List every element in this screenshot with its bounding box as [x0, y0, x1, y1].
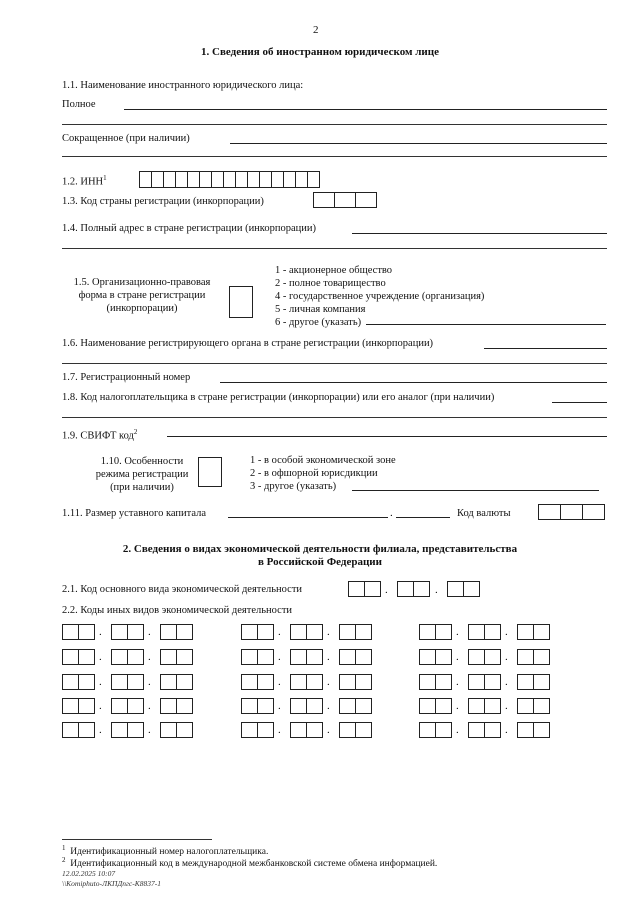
activity-code-pair[interactable] — [419, 649, 452, 665]
capital-fraction-field[interactable] — [396, 517, 450, 518]
activity-code-pair[interactable] — [517, 649, 550, 665]
legal-form-code-box[interactable] — [229, 286, 253, 318]
inn-cells[interactable] — [139, 171, 320, 188]
activity-code-pair[interactable] — [111, 698, 144, 714]
legal-form-other-field[interactable] — [366, 324, 606, 325]
activity-code-pair[interactable] — [339, 624, 372, 640]
page-number: 2 — [313, 24, 319, 36]
code-dot: . — [456, 651, 459, 663]
activity-code-pair[interactable] — [517, 674, 550, 690]
activity-code-pair[interactable] — [62, 722, 95, 738]
code-dot: . — [456, 676, 459, 688]
activity-code-pair[interactable] — [339, 649, 372, 665]
label-1-3: 1.3. Код страны регистрации (инкорпорации) — [62, 196, 264, 207]
legal-form-options: 1 - акционерное общество 2 - полное товарищество 4 - государственное учреждение (организация) 5 - личная компания 6 - другое (указать) — [275, 265, 485, 328]
activity-code-pair[interactable] — [468, 674, 501, 690]
code-dot: . — [278, 651, 281, 663]
activity-code-pair[interactable] — [111, 649, 144, 665]
code-dot: . — [278, 626, 281, 638]
activity-code-pair[interactable] — [517, 722, 550, 738]
currency-code-cells[interactable] — [538, 504, 605, 520]
footnote-2: $^2$ Идентификационный код в международной межбанковской системе обмена информацией. — [62, 856, 438, 870]
label-short-name: Сокращенное (при наличии) — [62, 133, 190, 144]
swift-code-field[interactable] — [167, 436, 607, 437]
activity-code-pair[interactable] — [241, 624, 274, 640]
code-dot: . — [327, 724, 330, 736]
label-1-8: 1.8. Код налогоплательщика в стране регистрации (инкорпорации) или его аналог (при наличии) — [62, 392, 495, 403]
code-dot: . — [99, 700, 102, 712]
code-dot: . — [505, 724, 508, 736]
main-activity-code-1[interactable] — [348, 581, 381, 597]
main-activity-code-2[interactable] — [397, 581, 430, 597]
regime-other-field[interactable] — [352, 490, 599, 491]
label-1-7: 1.7. Регистрационный номер — [62, 372, 191, 383]
label-1-10: 1.10. Особенности режима регистрации (при наличии) — [95, 456, 189, 493]
code-dot: . — [278, 700, 281, 712]
code-dot: . — [456, 700, 459, 712]
label-2-1: 2.1. Код основного вида экономической деятельности — [62, 584, 303, 595]
label-1-2: 1.2. ИНН$^1$ — [62, 174, 107, 188]
activity-code-pair[interactable] — [517, 624, 550, 640]
activity-code-pair[interactable] — [241, 649, 274, 665]
code-dot: . — [505, 700, 508, 712]
regime-code-box[interactable] — [198, 457, 222, 487]
activity-code-pair[interactable] — [160, 649, 193, 665]
activity-code-pair[interactable] — [339, 674, 372, 690]
code-dot: . — [327, 626, 330, 638]
code-dot: . — [99, 676, 102, 688]
print-path: \\Komiphuto-ЛКПДпгс-К8837-1 — [62, 879, 161, 888]
footnote-divider — [62, 839, 212, 840]
regime-options: 1 - в особой экономической зоне 2 - в офшорной юрисдикции 3 - другое (указать) — [250, 455, 396, 492]
code-dot: . — [505, 676, 508, 688]
code-dot: . — [278, 676, 281, 688]
activity-code-pair[interactable] — [419, 624, 452, 640]
activity-code-pair[interactable] — [419, 722, 452, 738]
activity-code-pair[interactable] — [62, 674, 95, 690]
divider — [62, 363, 607, 364]
activity-code-pair[interactable] — [241, 722, 274, 738]
full-name-field[interactable] — [124, 109, 607, 110]
activity-code-pair[interactable] — [517, 698, 550, 714]
code-dot: . — [327, 651, 330, 663]
activity-code-pair[interactable] — [290, 649, 323, 665]
activity-code-pair[interactable] — [111, 624, 144, 640]
activity-code-pair[interactable] — [241, 698, 274, 714]
short-name-field[interactable] — [230, 143, 607, 144]
registering-authority-field[interactable] — [484, 348, 607, 349]
code-dot: . — [456, 626, 459, 638]
activity-code-pair[interactable] — [290, 722, 323, 738]
activity-code-pair[interactable] — [62, 698, 95, 714]
activity-code-pair[interactable] — [468, 722, 501, 738]
code-dot: . — [278, 724, 281, 736]
activity-code-pair[interactable] — [290, 698, 323, 714]
activity-code-pair[interactable] — [62, 624, 95, 640]
section-2-title: 2. Сведения о видах экономической деятельности филиала, представительства в Российской Федерации — [122, 543, 518, 568]
label-2-2: 2.2. Коды иных видов экономической деятельности — [62, 605, 293, 616]
label-1-9: 1.9. СВИФТ код$^2$ — [62, 428, 138, 442]
label-1-1: 1.1. Наименование иностранного юридического лица: — [62, 80, 304, 91]
section-1-title: 1. Сведения об иностранном юридическом лице — [201, 46, 439, 58]
activity-code-pair[interactable] — [111, 674, 144, 690]
footnote-1: $^1$ Идентификационный номер налогоплательщика. — [62, 844, 269, 858]
label-currency-code: Код валюты — [457, 508, 511, 519]
activity-code-pair[interactable] — [339, 722, 372, 738]
divider — [62, 124, 607, 125]
label-1-4: 1.4. Полный адрес в стране регистрации (инкорпорации) — [62, 223, 317, 234]
decimal-separator: . — [390, 507, 393, 519]
code-dot: . — [99, 626, 102, 638]
code-dot: . — [99, 651, 102, 663]
activity-code-pair[interactable] — [468, 649, 501, 665]
activity-code-pair[interactable] — [419, 698, 452, 714]
address-field[interactable] — [352, 233, 607, 234]
code-dot: . — [385, 584, 388, 596]
activity-code-pair[interactable] — [241, 674, 274, 690]
main-activity-code-3[interactable] — [447, 581, 480, 597]
print-timestamp: 12.02.2025 10:07 — [62, 869, 116, 878]
code-dot: . — [435, 584, 438, 596]
activity-code-pair[interactable] — [62, 649, 95, 665]
label-full-name: Полное — [62, 99, 96, 110]
code-dot: . — [505, 626, 508, 638]
divider — [62, 156, 607, 157]
code-dot: . — [148, 651, 151, 663]
registration-number-field[interactable] — [220, 382, 607, 383]
country-code-cells[interactable] — [313, 192, 377, 208]
capital-integer-field[interactable] — [228, 517, 388, 518]
code-dot: . — [148, 626, 151, 638]
activity-code-pair[interactable] — [290, 674, 323, 690]
divider — [62, 248, 607, 249]
activity-code-pair[interactable] — [160, 674, 193, 690]
activity-code-pair[interactable] — [468, 624, 501, 640]
code-dot: . — [456, 724, 459, 736]
label-1-5: 1.5. Организационно-правовая форма в стране регистрации (инкорпорации) — [73, 277, 211, 314]
activity-code-pair[interactable] — [160, 624, 193, 640]
code-dot: . — [327, 700, 330, 712]
label-1-6: 1.6. Наименование регистрирующего органа в стране регистрации (инкорпорации) — [62, 338, 434, 349]
activity-code-pair[interactable] — [290, 624, 323, 640]
code-dot: . — [148, 700, 151, 712]
label-1-11: 1.11. Размер уставного капитала — [62, 508, 207, 519]
code-dot: . — [148, 676, 151, 688]
divider — [62, 417, 607, 418]
code-dot: . — [505, 651, 508, 663]
activity-code-pair[interactable] — [339, 698, 372, 714]
code-dot: . — [327, 676, 330, 688]
activity-code-pair[interactable] — [419, 674, 452, 690]
code-dot: . — [148, 724, 151, 736]
activity-code-pair[interactable] — [160, 698, 193, 714]
activity-code-pair[interactable] — [160, 722, 193, 738]
activity-code-pair[interactable] — [111, 722, 144, 738]
taxpayer-code-field[interactable] — [552, 402, 607, 403]
code-dot: . — [99, 724, 102, 736]
activity-code-pair[interactable] — [468, 698, 501, 714]
